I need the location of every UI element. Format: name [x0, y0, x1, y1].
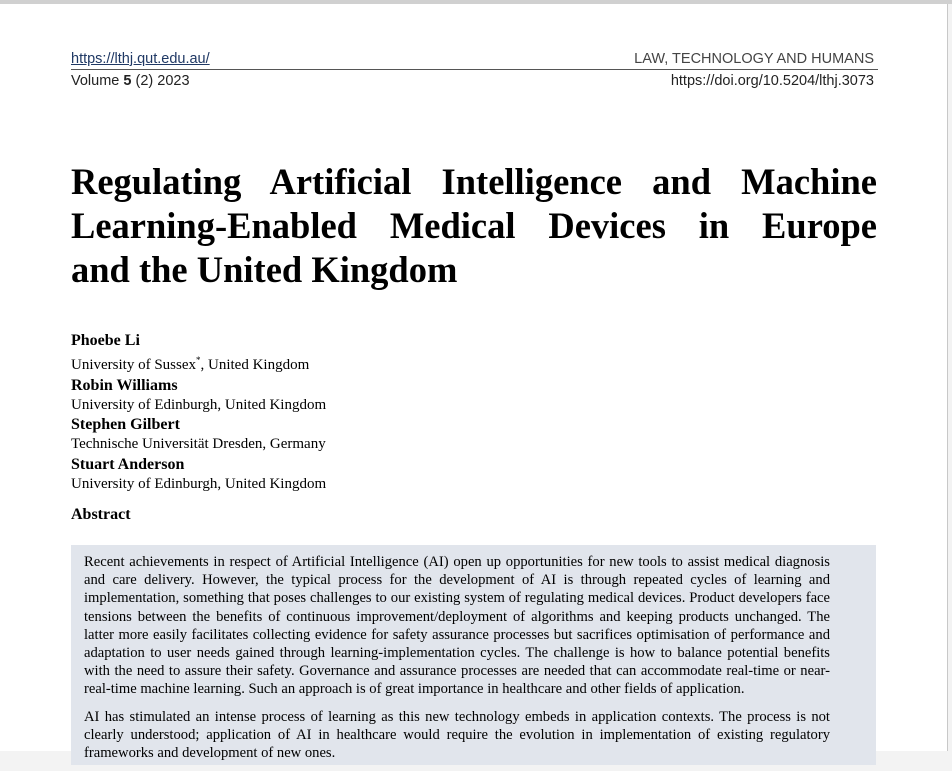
author-name: Stephen Gilbert — [71, 416, 180, 433]
title-line: Learning-Enabled Medical Devices in Europe — [71, 205, 877, 246]
affiliation-text: University of Sussex — [71, 357, 196, 373]
volume-prefix: Volume — [71, 73, 124, 89]
abstract-heading: Abstract — [71, 506, 131, 523]
abstract-box — [71, 545, 876, 765]
header-rule — [71, 69, 878, 70]
title-line: Regulating Artificial Intelligence and Machine — [71, 161, 877, 202]
author-affiliation — [71, 351, 771, 376]
author-list — [71, 331, 771, 494]
author-name: Phoebe Li — [71, 332, 140, 349]
author-affiliation: University of Edinburgh, United Kingdom — [71, 396, 327, 413]
author-name: Stuart Anderson — [71, 455, 185, 473]
volume-info — [71, 70, 210, 92]
abstract-body — [84, 553, 830, 771]
author-affiliation: Technische Universität Dresden, Germany — [71, 436, 326, 452]
affiliation-text: , United Kingdom — [200, 357, 310, 373]
header-right — [634, 48, 874, 92]
volume-number: 5 — [123, 73, 132, 89]
author-affiliation: University of Edinburgh, United Kingdom — [71, 475, 327, 492]
viewer-top-edge — [0, 0, 952, 4]
author-name: Robin Williams — [71, 376, 178, 394]
doi-text: https://doi.org/10.5204/lthj.3073 — [670, 73, 874, 89]
affiliation-footnote-mark: * — [196, 355, 201, 365]
journal-url-link[interactable]: https://lthj.qut.edu.au/ — [71, 51, 210, 67]
abstract-paragraph: AI has stimulated an intense process of learning as this new technology embeds in application contexts. The process is not clearly understood; application of AI in healthcare would require the evolution in implementation of existing regulatory frameworks and development of new ones. — [84, 708, 830, 762]
abstract-paragraph: Recent achievements in respect of Artificial Intelligence (AI) open up opportunities for new tools to assist medical diagnosis and care delivery. However, the typical process for the development of AI is through repeated cycles of learning and implementation, something that poses challenges to our existing system of regulating medical devices. Product developers face tensions between the benefits of continuous improvement/deployment of algorithms and keeping products unchanged. The latter more easily facilitates collecting evidence for safety assurance processes but sacrifices optimisation of performance and adaptation to user needs gained through learning-implementation cycles. The challenge is how to balance potential benefits with the need to assure their safety. Governance and assurance processes are needed that can accommodate real-time or near-real-time machine learning. Such an approach is of great importance in healthcare and other fields of application. — [84, 554, 830, 698]
title-line: and the United Kingdom — [71, 249, 458, 290]
paper-title — [71, 160, 877, 292]
journal-name: LAW, TECHNOLOGY AND HUMANS — [634, 51, 874, 67]
volume-issue: (2) 2023 — [131, 73, 190, 89]
header-left — [71, 48, 210, 92]
